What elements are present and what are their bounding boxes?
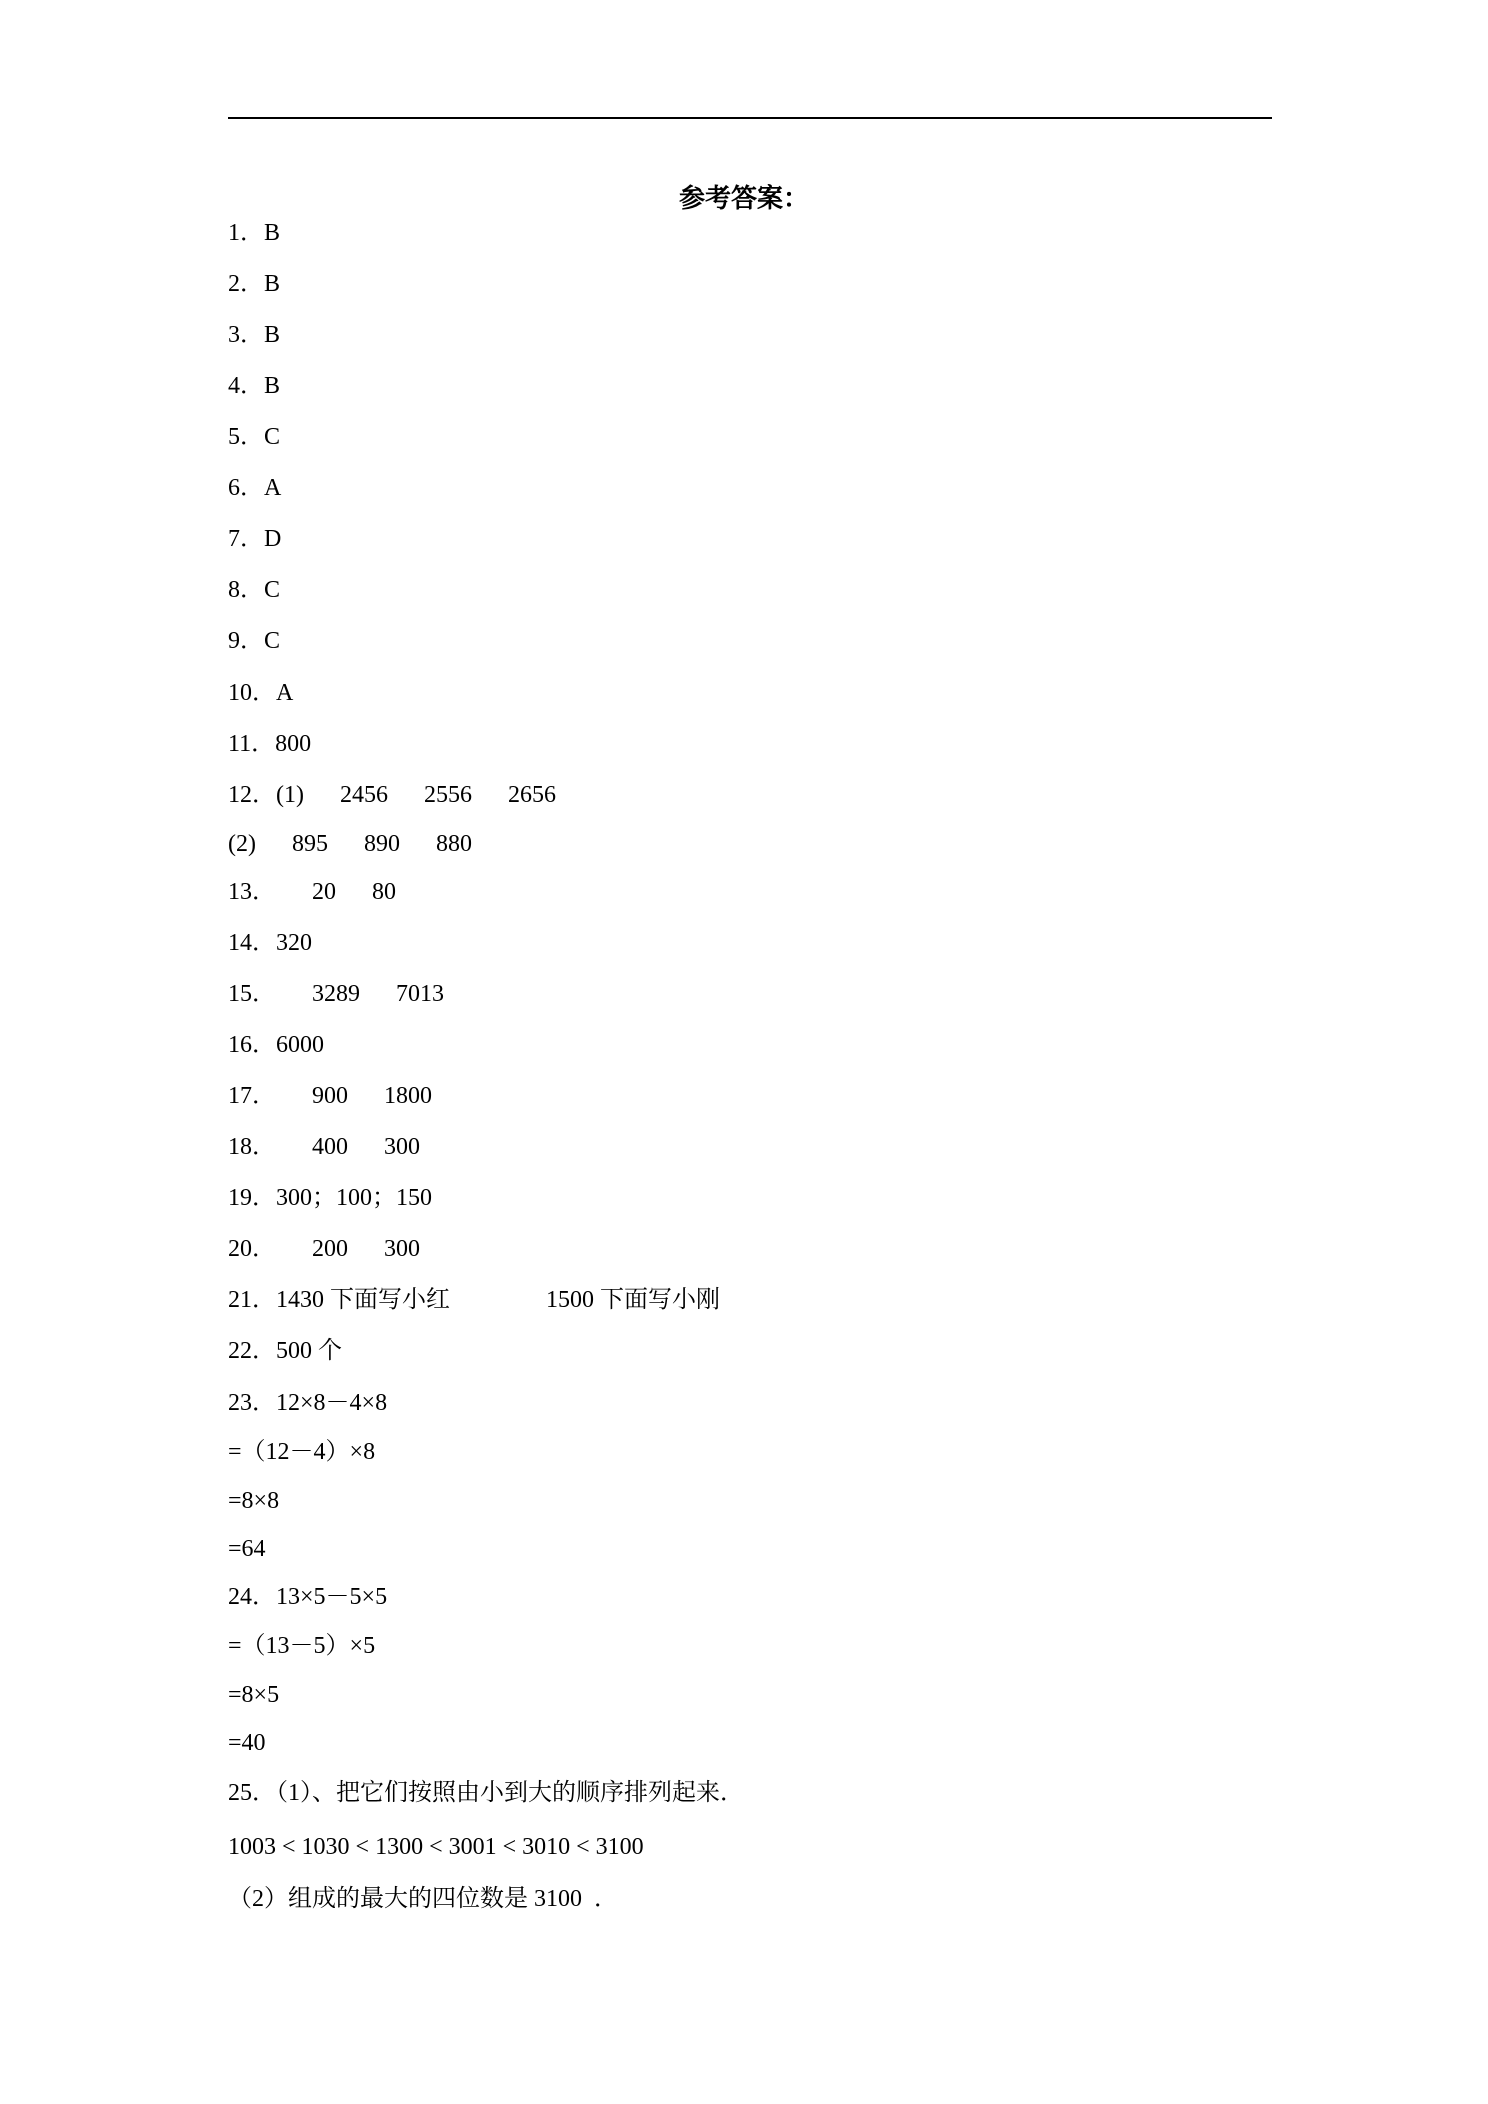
- answer-line: （2）组成的最大的四位数是 3100 ．: [228, 1886, 618, 1912]
- answer-line: 1003 < 1030 < 1300 < 3001 < 3010 < 3100: [228, 1834, 644, 1860]
- answer-line: (2) 895 890 880: [228, 831, 472, 857]
- answer-line: 8．C: [228, 577, 281, 603]
- answer-line: 10．A: [228, 680, 294, 706]
- answer-line: 15． 3289 7013: [228, 981, 444, 1007]
- answer-line: 14．320: [228, 930, 312, 956]
- answer-line: 24．13×5－5×5: [228, 1584, 388, 1610]
- answer-line: 23．12×8－4×8: [228, 1390, 388, 1416]
- page-title: 参考答案：: [678, 184, 809, 213]
- answer-line: 6．A: [228, 475, 282, 501]
- answer-line: =（12－4）×8: [228, 1439, 376, 1465]
- answer-line: 7．D: [228, 526, 282, 552]
- answer-line: 2．B: [228, 271, 281, 297]
- answer-line: 4．B: [228, 373, 281, 399]
- answer-line: =64: [228, 1536, 266, 1562]
- answer-line: 21．1430 下面写小红 1500 下面写小刚: [228, 1287, 720, 1313]
- answer-line: 22．500 个: [228, 1338, 342, 1364]
- answer-line: 11．800: [228, 731, 312, 757]
- answer-line: 9．C: [228, 628, 281, 654]
- answer-line: =（13－5）×5: [228, 1633, 376, 1659]
- answer-line: 16．6000: [228, 1032, 324, 1058]
- answer-line: 25．（1）、把它们按照由小到大的顺序排列起来．: [228, 1780, 744, 1806]
- answer-line: 1．B: [228, 220, 281, 246]
- answer-line: =40: [228, 1730, 266, 1756]
- answer-line: 18． 400 300: [228, 1134, 420, 1160]
- header-rule: [228, 117, 1272, 119]
- answer-line: =8×5: [228, 1682, 280, 1708]
- answer-line: 20． 200 300: [228, 1236, 420, 1262]
- answer-line: 3．B: [228, 322, 281, 348]
- answer-line: 17． 900 1800: [228, 1083, 432, 1109]
- answer-line: 12．(1) 2456 2556 2656: [228, 782, 556, 808]
- answer-line: 19．300；100；150: [228, 1185, 432, 1211]
- answer-line: =8×8: [228, 1488, 280, 1514]
- answer-line: 13． 20 80: [228, 879, 396, 905]
- answer-line: 5．C: [228, 424, 281, 450]
